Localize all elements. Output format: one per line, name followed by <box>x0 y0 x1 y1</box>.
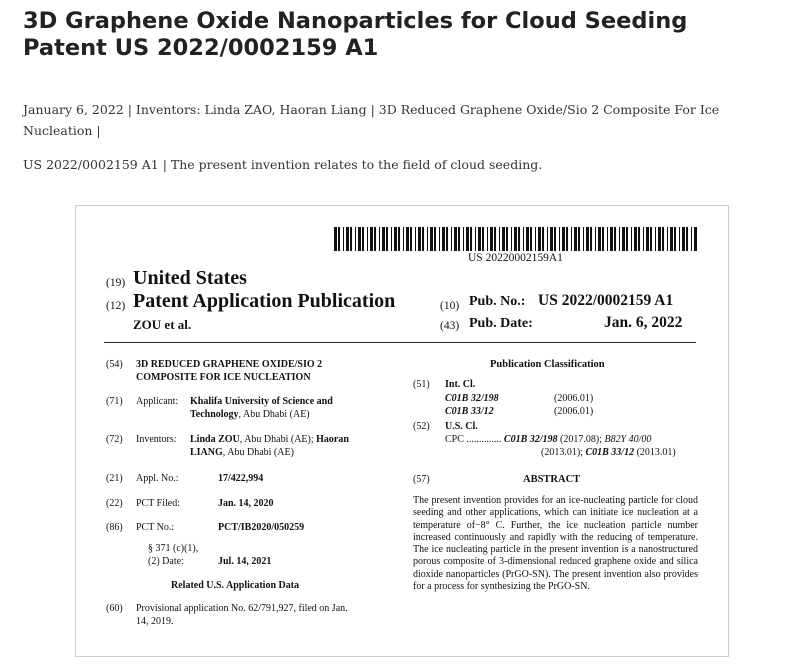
pct-no-label: PCT No.: <box>136 522 175 533</box>
applicant-line-1: Khalifa University of Science and <box>190 396 333 407</box>
cpc-dots: .............. <box>466 434 502 445</box>
pub-date: Jan. 6, 2022 <box>604 314 683 331</box>
code-52: (52) <box>413 421 430 432</box>
provisional-line-1: Provisional application No. 62/791,927, filed on Jan. <box>136 603 348 614</box>
country: United States <box>133 267 247 289</box>
publication-type: Patent Application Publication <box>133 290 396 312</box>
barcode <box>334 227 697 251</box>
article-meta: January 6, 2022 | Inventors: Linda ZAO, Haoran Liang | 3D Reduced Graphene Oxide/Sio 2 Composite For Ice Nucleation | <box>23 102 720 138</box>
inventor-2-location: , Abu Dhabi (AE) <box>222 447 294 458</box>
date2: Jul. 14, 2021 <box>218 556 272 567</box>
code-57: (57) <box>413 474 430 485</box>
pub-date-label: Pub. Date: <box>469 316 533 331</box>
provisional-line-2: 14, 2019. <box>136 616 174 627</box>
barcode-number: US 20220002159A1 <box>468 252 563 264</box>
code-51: (51) <box>413 379 430 390</box>
code-71: (71) <box>106 396 123 407</box>
code-86: (86) <box>106 522 123 533</box>
int-class-2-date: (2006.01) <box>554 406 594 417</box>
int-class-2: C01B 33/12 <box>445 406 494 417</box>
cpc-class-3: C01B 33/12 <box>585 447 635 458</box>
article-title-line-1: 3D Graphene Oxide Nanoparticles for Cloud Seeding <box>23 8 688 34</box>
int-class-1: C01B 32/198 <box>445 393 499 404</box>
inventors <box>190 433 349 459</box>
invention-title <box>136 358 322 384</box>
code-22: (22) <box>106 498 123 509</box>
abstract-heading: ABSTRACT <box>523 474 581 485</box>
cpc-class-1-date: (2017.08); <box>560 434 602 445</box>
cpc-class-3-date: (2013.01) <box>636 447 676 458</box>
related-heading: Related U.S. Application Data <box>171 580 300 591</box>
applicant-line-2-bold: Technology <box>190 409 239 420</box>
inventor-1: Linda ZOU <box>190 434 240 445</box>
appl-no-label: Appl. No.: <box>136 473 179 484</box>
pub-class-heading: Publication Classification <box>490 359 605 370</box>
pub-no: US 2022/0002159 A1 <box>538 292 674 309</box>
int-cl-label: Int. Cl. <box>445 379 476 390</box>
invention-title-line-2: COMPOSITE FOR ICE NUCLEATION <box>136 372 311 383</box>
patent-document-image <box>75 205 729 657</box>
appl-no: 17/422,994 <box>218 473 264 484</box>
inventors-label: Inventors: <box>136 434 177 445</box>
invention-title-line-1: 3D REDUCED GRAPHENE OXIDE/SIO 2 <box>136 359 323 370</box>
code-12: (12) <box>106 300 126 312</box>
cpc-class-2-date: (2013.01); <box>541 447 583 458</box>
cpc-label: CPC <box>445 434 464 445</box>
code-21: (21) <box>106 473 123 484</box>
inventor-1-location: , Abu Dhabi (AE); <box>239 434 317 445</box>
article-summary: US 2022/0002159 A1 | The present invention relates to the field of cloud seeding. <box>23 157 543 172</box>
code-72: (72) <box>106 434 123 445</box>
code-60: (60) <box>106 603 123 614</box>
date2-label: (2) Date: <box>148 556 184 567</box>
applicant-label: Applicant: <box>136 396 179 407</box>
code-54: (54) <box>106 359 123 370</box>
code-19: (19) <box>106 277 126 289</box>
inventor-2-first: Haoran <box>316 434 349 445</box>
cpc-line-1 <box>445 433 651 446</box>
applicant <box>190 395 333 421</box>
cpc-class-2: B82Y 40/00 <box>604 434 652 445</box>
article-title <box>23 8 783 62</box>
applicant-short: ZOU et al. <box>133 317 192 332</box>
code-43: (43) <box>440 320 460 332</box>
article-title-line-2: Patent US 2022/0002159 A1 <box>23 35 379 61</box>
inventor-2-last: LIANG <box>190 447 223 458</box>
pct-no: PCT/IB2020/050259 <box>218 522 305 533</box>
header-rule <box>104 342 696 343</box>
int-class-1-date: (2006.01) <box>554 393 594 404</box>
pct-filed: Jan. 14, 2020 <box>218 498 274 509</box>
pct-filed-label: PCT Filed: <box>136 498 180 509</box>
abstract-text: The present invention provides for an ice-nucleating particle for cloud seeding and other applications, which can initiate ice nucleation at a temperature of−8° C. Further, the ice nucleation particle number increased continuously and rapidly with the reducing of temperature. The ice nucleating particle in the present invention is a nanostructured porous composite of 3-dimensional reduced graphene oxide and silica dioxide nanoparticles (PrGO-SN). The present invention also provides for a process for synthesizing the PrGO-SN. <box>413 495 698 593</box>
cpc-line-2 <box>541 446 676 459</box>
section-371: § 371 (c)(1), <box>148 543 199 554</box>
us-cl-label: U.S. Cl. <box>445 421 478 432</box>
provisional-application <box>136 602 348 628</box>
pub-no-label: Pub. No.: <box>469 294 526 309</box>
code-10: (10) <box>440 300 460 312</box>
applicant-line-2-rest: , Abu Dhabi (AE) <box>238 409 310 420</box>
cpc-class-1: C01B 32/198 <box>503 434 558 445</box>
